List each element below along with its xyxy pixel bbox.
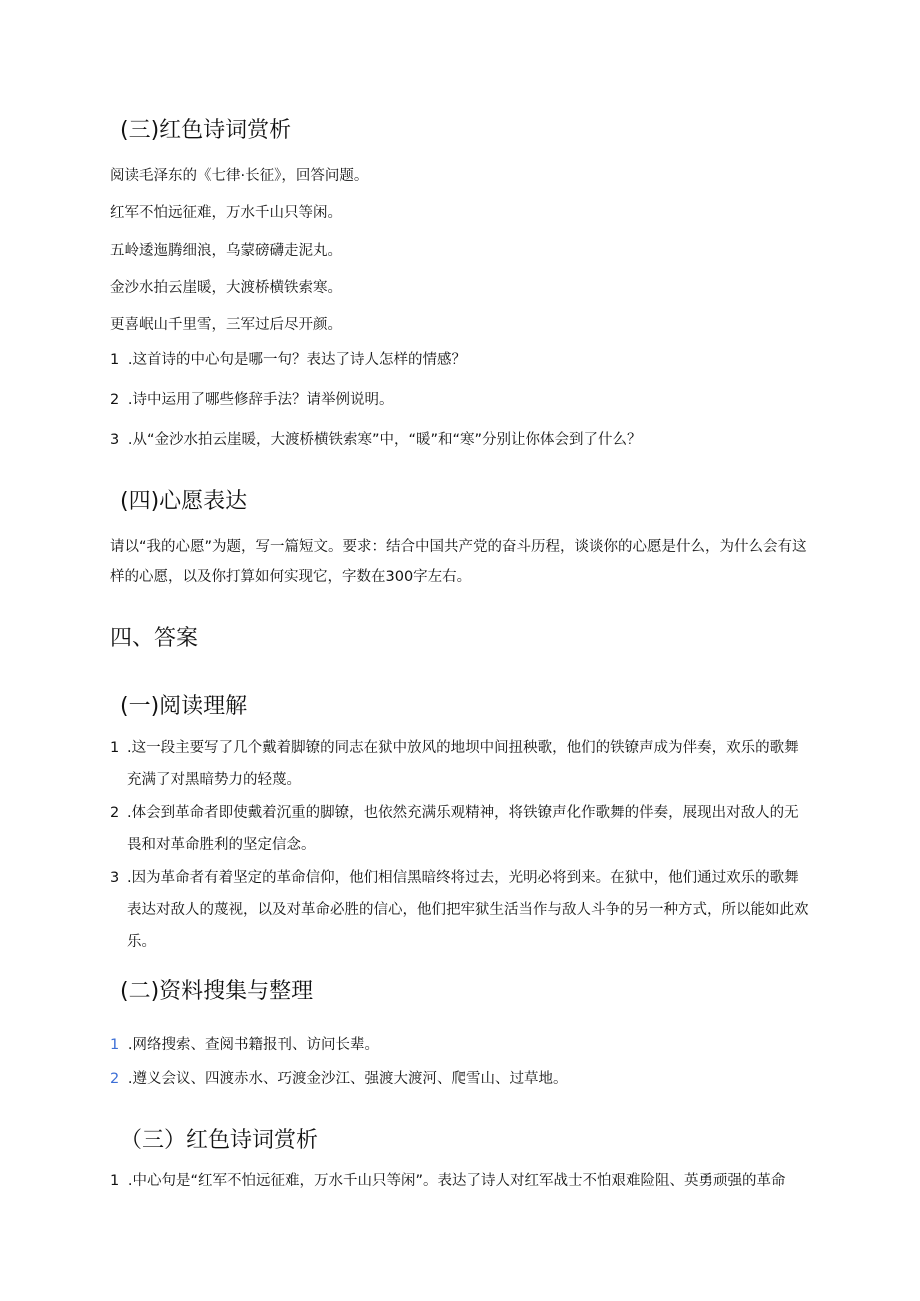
answer-number: 1 [110,740,120,756]
answer-item [110,1171,785,1191]
question-item [110,390,393,410]
poem-line: 更喜岷山千里雪，三军过后尽开颜。 [110,317,342,333]
answer-number: 3 [110,870,120,886]
answer-item [110,1069,567,1089]
answer-item [110,1035,379,1055]
question-item [110,350,466,370]
answer-number: 2 [110,1071,120,1087]
answer-text: .因为革命者有着坚定的革命信仰，他们相信黑暗终将过去，光明必将到来。在狱中，他们通过欢乐的歌舞表达对敌人的蔑视，以及对革命必胜的信心，他们把牢狱生活当作与敌人斗争的另一种方式，所以能如此欢乐。 [127,870,809,950]
answer-section-heading: (一)阅读理解 [120,694,248,719]
answer-text: .遵义会议、四渡赤水、巧渡金沙江、强渡大渡河、爬雪山、过草地。 [127,1071,568,1087]
answer-item [110,797,810,861]
answer-number: 1 [110,1037,120,1053]
section-heading-poetry: (三)红色诗词赏析 [120,118,292,143]
poem-line: 五岭逶迤腾细浪，乌蒙磅礴走泥丸。 [110,243,342,259]
question-text: .诗中运用了哪些修辞手法？请举例说明。 [127,392,394,408]
essay-prompt: 请以“我的心愿”为题，写一篇短文。要求：结合中国共产党的奋斗历程，谈谈你的心愿是什么，为什么会有这样的心愿，以及你打算如何实现它，字数在300字左右。 [110,539,807,585]
answer-text: .这一段主要写了几个戴着脚镣的同志在狱中放风的地坝中间扭秧歌，他们的铁镣声成为伴奏，欢乐的歌舞充满了对黑暗势力的轻蔑。 [127,740,799,788]
poem-intro: 阅读毛泽东的《七律·长征》，回答问题。 [110,168,369,184]
answer-item [110,732,810,796]
question-text: .从“金沙水拍云崖暖，大渡桥横铁索寒”中，“暖”和“寒”分别让你体会到了什么？ [127,432,642,448]
poem-line: 红军不怕远征难，万水千山只等闲。 [110,205,342,221]
question-item [110,430,642,450]
question-number: 1 [110,352,120,368]
answer-number: 1 [110,1173,120,1189]
answer-text: .网络搜索、查阅书籍报刊、访问长辈。 [127,1037,379,1053]
answer-number: 2 [110,805,120,821]
poem-line: 金沙水拍云崖暖，大渡桥横铁索寒。 [110,280,342,296]
question-number: 3 [110,432,120,448]
answer-text: .体会到革命者即使戴着沉重的脚镣，也依然充满乐观精神，将铁镣声化作歌舞的伴奏，展现出对敌人的无畏和对革命胜利的坚定信念。 [127,805,799,853]
answer-section-heading: (二)资料搜集与整理 [120,979,314,1004]
section-heading-wish: (四)心愿表达 [120,489,248,514]
answers-heading: 四、答案 [110,626,199,651]
question-text: .这首诗的中心句是哪一句？表达了诗人怎样的情感？ [127,352,466,368]
answer-text: .中心句是“红军不怕远征难，万水千山只等闲”。表达了诗人对红军战士不怕艰难险阻、英勇顽强的革命 [127,1173,786,1189]
answer-section-heading: （三）红色诗词赏析 [120,1128,319,1153]
answer-item [110,862,810,958]
question-number: 2 [110,392,120,408]
